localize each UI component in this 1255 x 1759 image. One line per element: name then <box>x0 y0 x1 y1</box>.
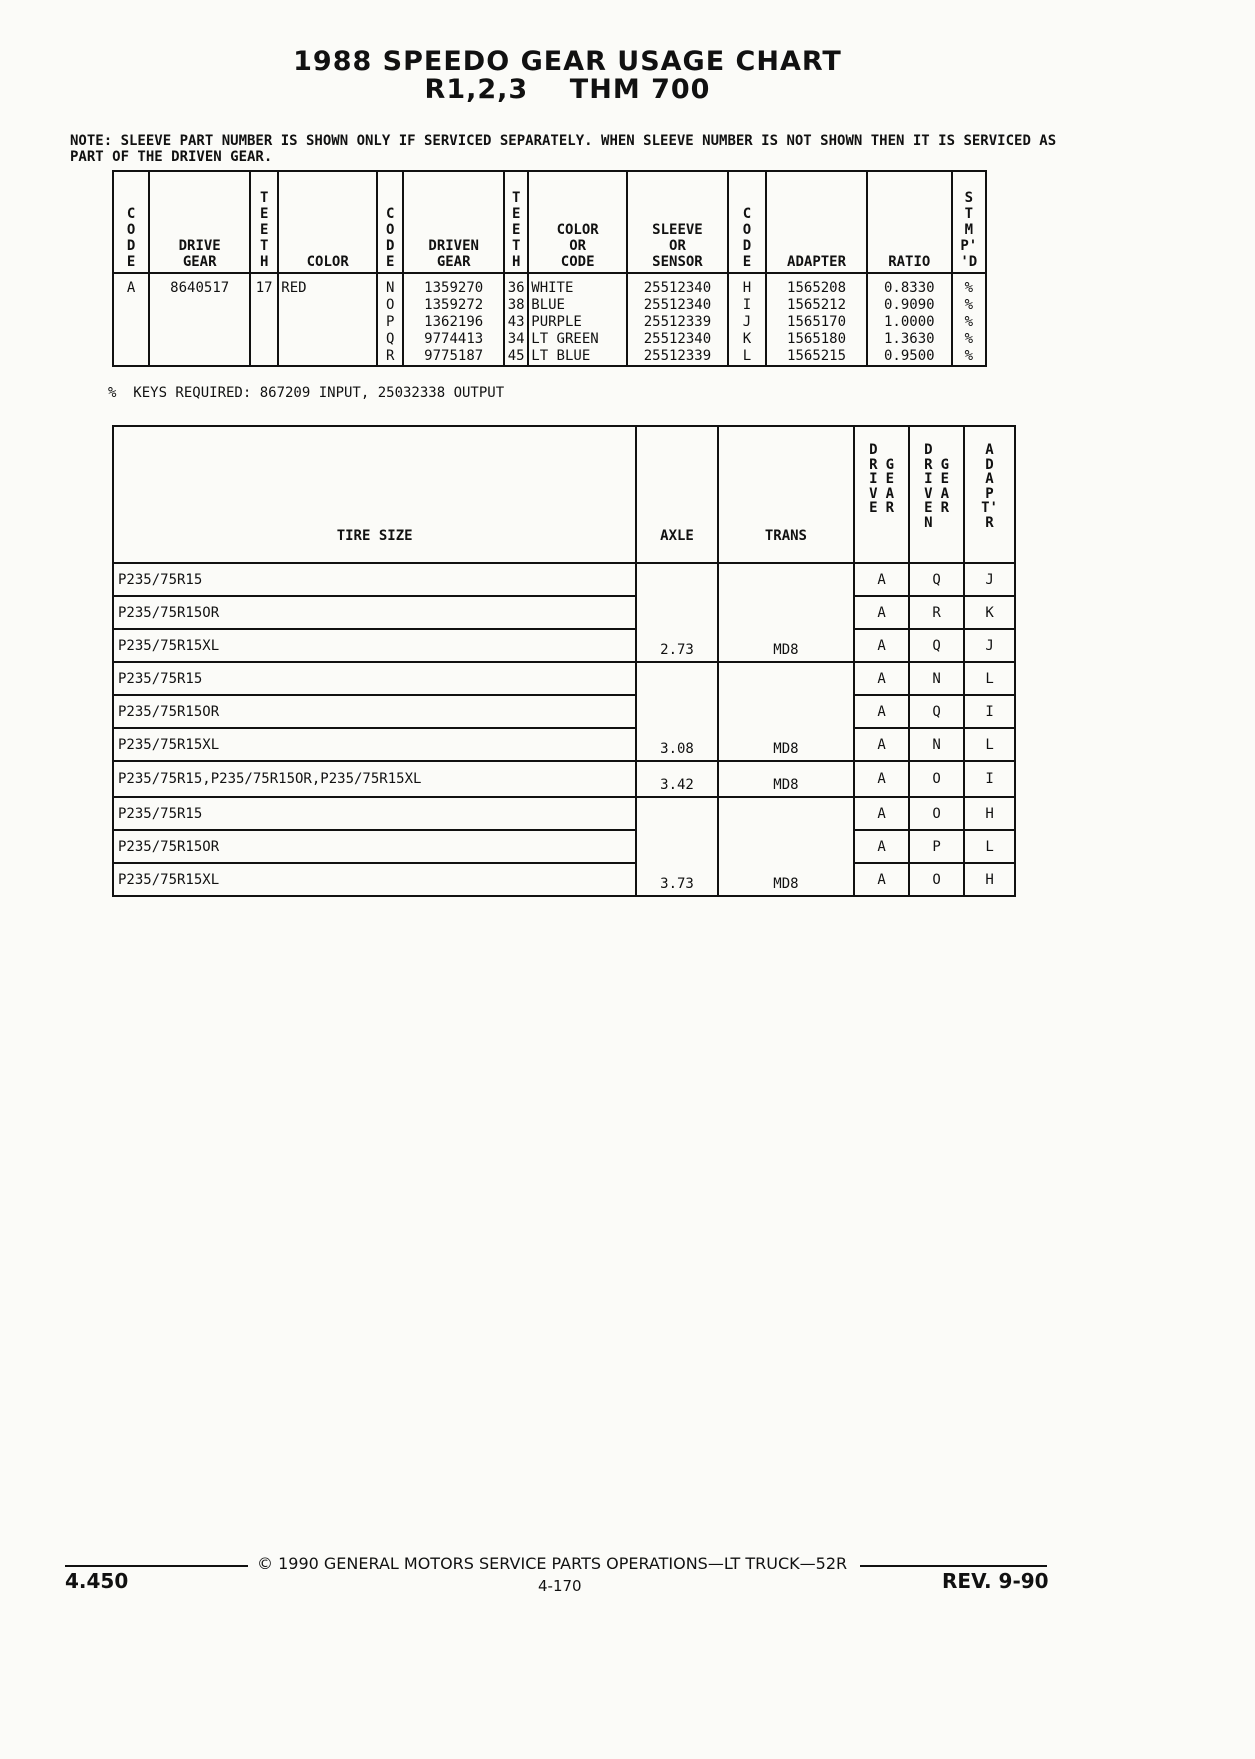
ratio-value: 1.3630 <box>883 331 935 347</box>
adapter-code: L <box>964 662 1015 695</box>
driven-color: LT BLUE <box>531 348 591 364</box>
header-color: COLOR <box>306 254 349 270</box>
page-subtitle: R1,2,3 THM 700 <box>424 74 711 105</box>
drive-gear-code: A <box>854 797 909 830</box>
stamped-mark-column <box>952 273 986 366</box>
driven-gear: 1362196 <box>424 314 484 330</box>
header-adapter-vertical: A D A P T' R <box>981 442 998 531</box>
adapter-number: 1565215 <box>787 348 847 364</box>
driven-code-column <box>377 273 403 366</box>
tire-size: P235/75R15OR <box>113 695 636 728</box>
drive-color: RED <box>278 273 377 366</box>
ratio-value: 1.0000 <box>883 314 935 330</box>
axle-ratio: 3.08 <box>636 662 717 761</box>
sleeve-number-column <box>627 273 728 366</box>
transmission: MD8 <box>718 761 854 797</box>
adapter-number: 1565170 <box>787 314 847 330</box>
driven-color-column <box>528 273 627 366</box>
table-row <box>113 761 1015 797</box>
sleeve-number: 25512340 <box>643 297 712 313</box>
driven-code: N <box>385 280 395 296</box>
adapter-code: J <box>964 629 1015 662</box>
footer-rule-right <box>860 1565 1047 1567</box>
header-driven-gear-a: D R I V E N <box>924 442 933 531</box>
adapter-code: H <box>742 280 752 296</box>
driven-gear-code: P <box>909 830 964 863</box>
tire-size: P235/75R15 <box>113 563 636 596</box>
ratio-value: 0.8330 <box>883 280 935 296</box>
driven-gear-code: N <box>909 662 964 695</box>
driven-gear-code: Q <box>909 695 964 728</box>
drive-gear-code: A <box>854 629 909 662</box>
header-driven-gear: DRIVEN GEAR <box>428 238 479 270</box>
table-row <box>113 728 1015 761</box>
axle-ratio: 3.73 <box>636 797 717 896</box>
driven-code: P <box>385 314 395 330</box>
adapter-code: I <box>964 695 1015 728</box>
header-code-3: C O D E <box>742 206 752 270</box>
drive-gear-code: A <box>854 695 909 728</box>
usage-table <box>112 425 1016 897</box>
driven-gear: 1359272 <box>424 297 484 313</box>
header-teeth: T E E T H <box>259 190 269 270</box>
driven-color: PURPLE <box>531 314 582 330</box>
sleeve-number: 25512340 <box>643 280 712 296</box>
driven-gear-code: O <box>909 797 964 830</box>
table-row <box>113 662 1015 695</box>
drive-gear-code: A <box>854 863 909 896</box>
header-tire-size: TIRE SIZE <box>113 426 636 563</box>
table-row <box>113 830 1015 863</box>
ratio-value-column <box>867 273 952 366</box>
driven-gear-code: O <box>909 761 964 797</box>
adapter-code: K <box>964 596 1015 629</box>
driven-teeth: 36 <box>507 280 525 296</box>
header-teeth-2: T E E T H <box>511 190 521 270</box>
footer-page-number: 4-170 <box>538 1577 582 1595</box>
driven-gear: 9775187 <box>424 348 484 364</box>
driven-gear: 1359270 <box>424 280 484 296</box>
axle-ratio: 2.73 <box>636 563 717 662</box>
transmission: MD8 <box>718 797 854 896</box>
ratio-value: 0.9090 <box>883 297 935 313</box>
page-title: 1988 SPEEDO GEAR USAGE CHART <box>293 46 842 77</box>
drive-gear-code: A <box>854 596 909 629</box>
axle-ratio: 3.42 <box>636 761 717 797</box>
tire-size: P235/75R15 <box>113 797 636 830</box>
adapter-number-column <box>766 273 867 366</box>
stamped-mark: % <box>964 331 974 347</box>
drive-gear: 8640517 <box>149 273 250 366</box>
adapter-number: 1565212 <box>787 297 847 313</box>
driven-gear-code: Q <box>909 629 964 662</box>
adapter-code: I <box>742 297 752 313</box>
footer-rule-left <box>65 1565 248 1567</box>
header-sleeve: SLEEVE OR SENSOR <box>652 222 703 270</box>
header-ratio: RATIO <box>888 254 931 270</box>
gear-table-body <box>113 273 986 366</box>
usage-table-header <box>113 426 1015 563</box>
header-code-2: C O D E <box>385 206 395 270</box>
drive-gear-code: A <box>854 728 909 761</box>
tire-size: P235/75R15,P235/75R15OR,P235/75R15XL <box>113 761 636 797</box>
adapter-code: L <box>964 728 1015 761</box>
header-axle: AXLE <box>636 426 717 563</box>
table-row <box>113 629 1015 662</box>
usage-table-body <box>113 563 1015 896</box>
header-drive-gear: DRIVE GEAR <box>178 238 221 270</box>
driven-gear-code: O <box>909 863 964 896</box>
gear-table <box>112 170 987 367</box>
header-stmpd: S T M P' 'D <box>960 190 978 270</box>
tire-size: P235/75R15OR <box>113 596 636 629</box>
header-drive-gear-b: G E A R <box>885 456 895 516</box>
adapter-code: L <box>742 348 752 364</box>
driven-teeth: 34 <box>507 331 525 347</box>
tire-size: P235/75R15XL <box>113 629 636 662</box>
drive-gear-code: A <box>854 761 909 797</box>
drive-teeth: 17 <box>250 273 278 366</box>
drive-gear-code: A <box>854 830 909 863</box>
sleeve-number: 25512340 <box>643 331 712 347</box>
drive-gear-code: A <box>854 563 909 596</box>
driven-teeth: 38 <box>507 297 525 313</box>
tire-size: P235/75R15OR <box>113 830 636 863</box>
driven-teeth: 43 <box>507 314 525 330</box>
transmission: MD8 <box>718 662 854 761</box>
header-driven-gear-b: G E A R <box>940 456 950 516</box>
service-note: NOTE: SLEEVE PART NUMBER IS SHOWN ONLY IF SERVICED SEPARATELY. WHEN SLEEVE NUMBER IS NOT SHOWN THEN IT IS SERVICED AS PART OF THE DRIVEN GEAR. <box>70 133 1057 165</box>
adapter-code: I <box>964 761 1015 797</box>
keys-note: % KEYS REQUIRED: 867209 INPUT, 25032338 OUTPUT <box>108 385 505 401</box>
adapter-code: J <box>964 563 1015 596</box>
transmission: MD8 <box>718 563 854 662</box>
ratio-value: 0.9500 <box>883 348 935 364</box>
table-row <box>113 596 1015 629</box>
sleeve-number: 25512339 <box>643 314 712 330</box>
stamped-mark: % <box>964 297 974 313</box>
table-row <box>113 695 1015 728</box>
driven-gear-code: R <box>909 596 964 629</box>
driven-gear: 9774413 <box>424 331 484 347</box>
table-row <box>113 797 1015 830</box>
tire-size: P235/75R15XL <box>113 728 636 761</box>
stamped-mark: % <box>964 280 974 296</box>
adapter-number: 1565208 <box>787 280 847 296</box>
driven-code: Q <box>385 331 395 347</box>
driven-code: R <box>385 348 395 364</box>
driven-color: LT GREEN <box>531 331 599 347</box>
adapter-number: 1565180 <box>787 331 847 347</box>
header-adapter: ADAPTER <box>787 254 847 270</box>
drive-gear-code: A <box>854 662 909 695</box>
header-code: C O D E <box>126 206 136 270</box>
adapter-code: K <box>742 331 752 347</box>
adapter-code: H <box>964 797 1015 830</box>
table-row <box>113 563 1015 596</box>
footer-section: 4.450 <box>65 1569 129 1593</box>
driven-color: WHITE <box>531 280 574 296</box>
tire-size: P235/75R15XL <box>113 863 636 896</box>
adapter-code-column <box>728 273 766 366</box>
footer-revision: REV. 9-90 <box>942 1569 1049 1593</box>
stamped-mark: % <box>964 314 974 330</box>
header-drive-gear-a: D R I V E <box>869 442 878 516</box>
sleeve-number: 25512339 <box>643 348 712 364</box>
adapter-code: J <box>742 314 752 330</box>
tire-size: P235/75R15 <box>113 662 636 695</box>
driven-gear-code: Q <box>909 563 964 596</box>
driven-teeth-column <box>504 273 528 366</box>
driven-teeth: 45 <box>507 348 525 364</box>
gear-table-header <box>113 171 986 273</box>
driven-gear-column <box>403 273 504 366</box>
driven-gear-code: N <box>909 728 964 761</box>
header-trans: TRANS <box>718 426 854 563</box>
drive-code: A <box>113 273 149 366</box>
table-row <box>113 863 1015 896</box>
header-color-code: COLOR OR CODE <box>556 222 599 270</box>
driven-code: O <box>385 297 395 313</box>
driven-color: BLUE <box>531 297 565 313</box>
adapter-code: L <box>964 830 1015 863</box>
stamped-mark: % <box>964 348 974 364</box>
footer-copyright: © 1990 GENERAL MOTORS SERVICE PARTS OPERATIONS—LT TRUCK—52R <box>257 1554 848 1573</box>
adapter-code: H <box>964 863 1015 896</box>
